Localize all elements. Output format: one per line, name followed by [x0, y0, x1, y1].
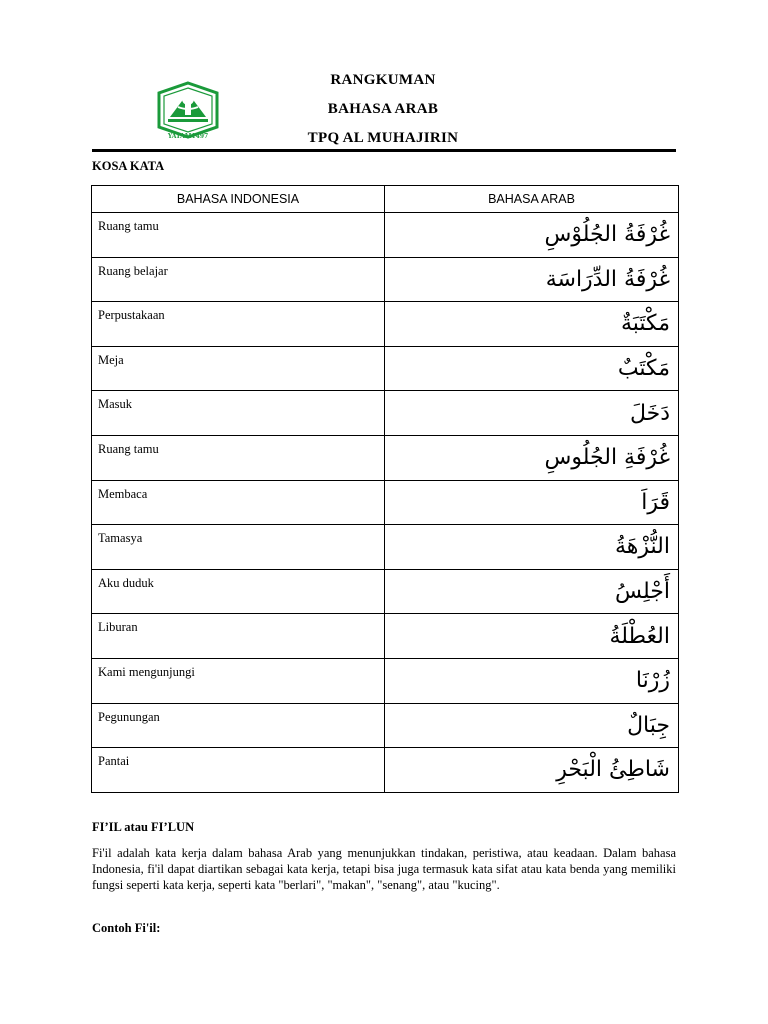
- contoh-fiil-label: Contoh Fi'il:: [92, 921, 161, 935]
- indonesian-word: Ruang tamu: [92, 213, 385, 258]
- table-row: [92, 302, 679, 347]
- table-row: [92, 569, 679, 614]
- indonesian-word: Perpustakaan: [92, 302, 385, 347]
- header-divider: [92, 149, 676, 152]
- title-institution: TPQ AL MUHAJIRIN: [307, 130, 459, 146]
- vocabulary-table: [91, 185, 679, 793]
- indonesian-word: Liburan: [92, 614, 385, 659]
- table-row: [92, 346, 679, 391]
- column-header-indonesia: BAHASA INDONESIA: [92, 186, 385, 213]
- indonesian-word: Tamasya: [92, 525, 385, 570]
- arabic-word: غُرْفَةُ الدِّرَاسَة: [385, 257, 679, 302]
- arabic-word: أَجْلِسُ: [385, 569, 679, 614]
- title-rangkuman: RANGKUMAN: [330, 72, 436, 88]
- indonesian-word: Aku duduk: [92, 569, 385, 614]
- table-row: [92, 658, 679, 703]
- fiil-paragraph: Fi'il adalah kata kerja dalam bahasa Arab yang menunjukkan tindakan, peristiwa, atau keadaan. Dalam bahasa Indonesia, fi'il dapat diartikan sebagai kata kerja, tetapi bisa juga termasuk kata sifat atau kata benda yang memiliki fungsi seperti kata kerja, seperti kata "berlari", "makan", "senang", atau "kucing".: [92, 846, 676, 892]
- arabic-word: زُرْنَا: [385, 658, 679, 703]
- arabic-word: قَرَاَ: [385, 480, 679, 525]
- column-header-arab: BAHASA ARAB: [385, 186, 679, 213]
- arabic-word: العُطْلَةُ: [385, 614, 679, 659]
- fiil-heading: FI’IL atau FI’LUN: [92, 820, 195, 834]
- indonesian-word: Meja: [92, 346, 385, 391]
- arabic-word: جِبَالٌ: [385, 703, 679, 748]
- arabic-word: مَكْتَبٌ: [385, 346, 679, 391]
- indonesian-word: Ruang tamu: [92, 435, 385, 480]
- arabic-word: غُرْفَةُ الجُلُوْسِ: [385, 213, 679, 258]
- table-row: [92, 480, 679, 525]
- indonesian-word: Membaca: [92, 480, 385, 525]
- table-row: [92, 257, 679, 302]
- title-subject: BAHASA ARAB: [327, 101, 439, 117]
- table-row: [92, 703, 679, 748]
- arabic-word: النُّزْهَةُ: [385, 525, 679, 570]
- kosa-kata-heading: KOSA KATA: [92, 159, 165, 173]
- indonesian-word: Pegunungan: [92, 703, 385, 748]
- arabic-word: مَكْتَبَةٌ: [385, 302, 679, 347]
- logo-text: YATAM1497: [167, 133, 209, 140]
- table-row: [92, 748, 679, 793]
- table-row: [92, 525, 679, 570]
- arabic-word: دَخَلَ: [385, 391, 679, 436]
- logo-emblem-icon: [156, 81, 220, 143]
- school-logo: [156, 81, 220, 143]
- table-row: [92, 614, 679, 659]
- table-row: [92, 391, 679, 436]
- indonesian-word: Ruang belajar: [92, 257, 385, 302]
- indonesian-word: Kami mengunjungi: [92, 658, 385, 703]
- arabic-word: غُرْفَةِ الجُلُوسِ: [385, 435, 679, 480]
- table-header-row: [92, 186, 679, 213]
- arabic-word: شَاطِئُ الْبَحْرِ: [385, 748, 679, 793]
- table-row: [92, 213, 679, 258]
- indonesian-word: Pantai: [92, 748, 385, 793]
- table-row: [92, 435, 679, 480]
- indonesian-word: Masuk: [92, 391, 385, 436]
